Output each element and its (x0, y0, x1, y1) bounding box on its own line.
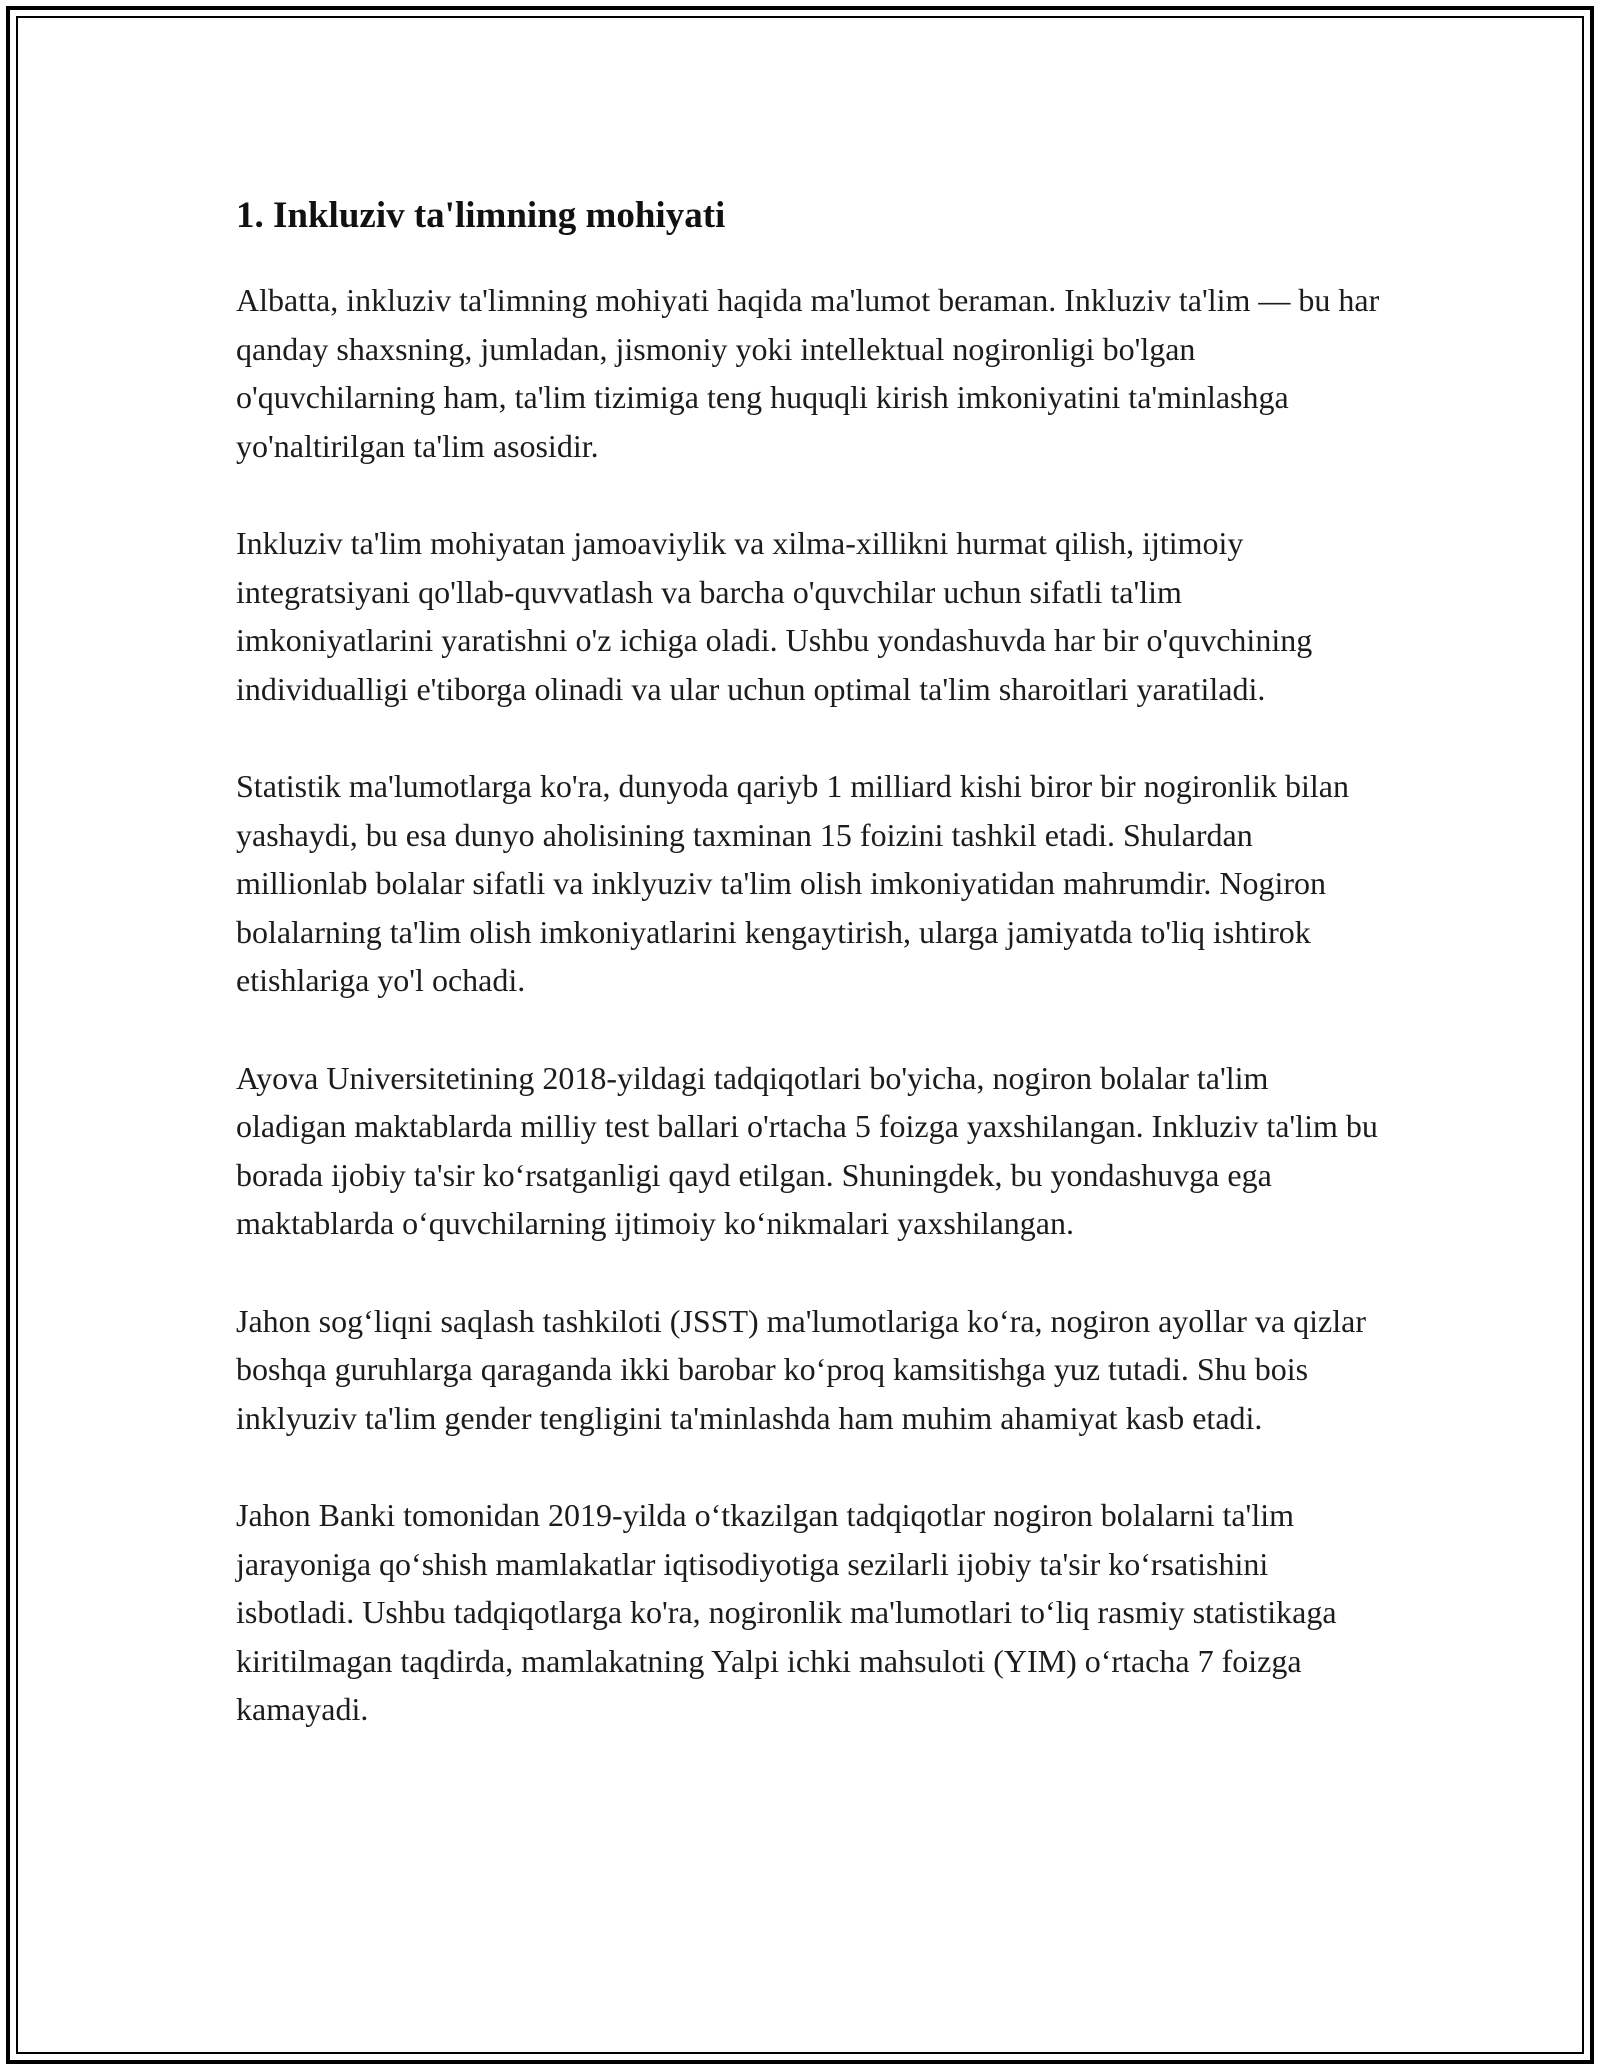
paragraph-essence: Inkluziv ta'lim mohiyatan jamoaviylik va xilma-xillikni hurmat qilish, ijtimoiy integratsiyani qo'llab-quvvatlash va barcha o'quvchilar uchun sifatli ta'lim imkoniyatlarini yaratishni o'z ichiga oladi. Ushbu yondashuvda har bir o'quvchining individualligi e'tiborga olinadi va ular uchun optimal ta'lim sharoitlari yaratiladi. (236, 525, 1313, 707)
document-title: 1. Inkluziv ta'limning mohiyati (236, 195, 726, 236)
document-body (236, 186, 1386, 1783)
paragraph-world-bank: Jahon Banki tomonidan 2019-yilda o‘tkazilgan tadqiqotlar nogiron bolalarni ta'lim jarayoniga qo‘shish mamlakatlar iqtisodiyotiga sezilarli ijobiy ta'sir ko‘rsatishini isbotladi. Ushbu tadqiqotlarga ko'ra, nogironlik ma'lumotlari to‘liq rasmiy statistikaga kiritilmagan taqdirda, mamlakatning Yalpi ichki mahsuloti (YIM) o‘rtacha 7 foizga kamayadi. (236, 1497, 1337, 1727)
paragraph-definition: Albatta, inkluziv ta'limning mohiyati haqida ma'lumot beraman. Inkluziv ta'lim — bu har qanday shaxsning, jumladan, jismoniy yoki intellektual nogironligi bo'lgan o'quvchilarning ham, ta'lim tizimiga teng huquqli kirish imkoniyatini ta'minlashga yo'naltirilgan ta'lim asosidir. (236, 282, 1380, 464)
paragraph-who-data: Jahon sog‘liqni saqlash tashkiloti (JSST) ma'lumotlariga ko‘ra, nogiron ayollar va qizlar boshqa guruhlarga qaraganda ikki barobar ko‘proq kamsitishga yuz tutadi. Shu bois inklyuziv ta'lim gender tengligini ta'minlashda ham muhim ahamiyat kasb etadi. (236, 1302, 1366, 1436)
paragraph-iowa-research: Ayova Universitetining 2018-yildagi tadqiqotlari bo'yicha, nogiron bolalar ta'lim oladigan maktablarda milliy test ballari o'rtacha 5 foizga yaxshilangan. Inkluziv ta'lim bu borada ijobiy ta'sir ko‘rsatganligi qayd etilgan. Shuningdek, bu yondashuvga ega maktablarda o‘quvchilarning ijtimoiy ko‘nikmalari yaxshilangan. (236, 1059, 1378, 1241)
paragraph-statistics: Statistik ma'lumotlarga ko'ra, dunyoda qariyb 1 milliard kishi biror bir nogironlik bilan yashaydi, bu esa dunyo aholisining taxminan 15 foizini tashkil etadi. Shulardan millionlab bolalar sifatli va inklyuziv ta'lim olish imkoniyatidan mahrumdir. Nogiron bolalarning ta'lim olish imkoniyatlarini kengaytirish, ularga jamiyatda to'liq ishtirok etishlariga yo'l ochadi. (236, 768, 1349, 998)
